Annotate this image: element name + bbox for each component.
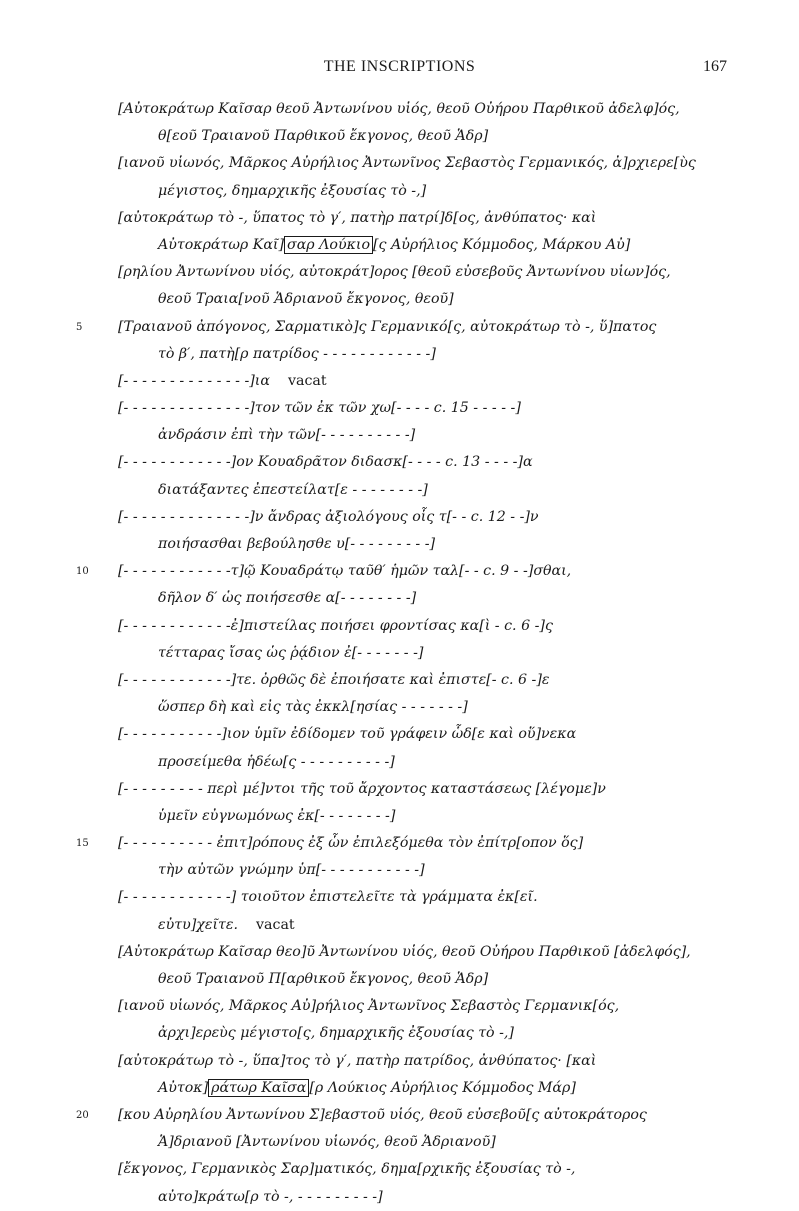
- inscription-line: [0, 449, 799, 476]
- line-text: δῆλον δ′ ὡς ποιήσεσθε α[- - - - - - - -]: [158, 590, 417, 607]
- line-text: [- - - - - - - - - - - -]ον Κουαδρᾶτον διδασκ[- - - - c. 13 - - - -]α: [118, 454, 533, 471]
- line-text: [- - - - - - - - - - - -ἐ]πιστείλας ποιήσει φροντίσας κα[ὶ - c. 6 -]ς: [118, 617, 553, 634]
- line-text: θεοῦ Τραια[νοῦ Ἁδριανοῦ ἔκγονος, θεοῦ]: [158, 291, 454, 308]
- line-text: [ιανοῦ υἱωνός, Μᾶρκος Αὐ]ρήλιος Ἀντωνῖνος Σεβαστὸς Γερμανικ[ός,: [118, 998, 620, 1015]
- line-number: 20: [76, 1109, 89, 1121]
- inscription-line: [0, 803, 799, 830]
- line-text: [- - - - - - - - - - - - - -]ια vacat: [118, 372, 327, 389]
- line-text: μέγιστος, δημαρχικῆς ἐξουσίας τὸ -,]: [158, 182, 427, 199]
- running-header: THE INSCRIPTIONS: [323, 58, 476, 75]
- inscription-line: [0, 912, 799, 939]
- line-text: [- - - - - - - - - - -]ιον ὑμῖν ἐδίδομεν τοῦ γράφειν ὧδ[ε καὶ οὕ]νεκα: [118, 726, 577, 743]
- boxed-text: σαρ Λούκιο: [284, 236, 373, 254]
- inscription-line: [0, 96, 799, 123]
- line-text: [- - - - - - - - - - - -]τε. ὀρθῶς δὲ ἐποιήσατε καὶ ἐπιστε[- c. 6 -]ε: [118, 671, 550, 688]
- inscription-line: [0, 776, 799, 803]
- inscription-line: [0, 966, 799, 993]
- line-text: εὐτυ]χεῖτε. vacat: [158, 916, 295, 933]
- inscription-line: [0, 857, 799, 884]
- inscription-line: [0, 1184, 799, 1211]
- line-text: ἀνδράσιν ἐπὶ τὴν τῶν[- - - - - - - - - -]: [158, 427, 416, 444]
- inscription-line: [0, 504, 799, 531]
- inscription-line: [0, 1156, 799, 1183]
- inscription-line: [0, 667, 799, 694]
- vacat-mark: vacat: [256, 916, 295, 933]
- line-text: [- - - - - - - - - - - -] τοιοῦτον ἐπιστελεῖτε τὰ γράμματα ἐκ[εῖ.: [118, 889, 538, 906]
- inscription-line: [0, 613, 799, 640]
- inscription-line: [0, 1075, 799, 1102]
- line-text: προσείμεθα ἡδέω[ς - - - - - - - - - -]: [158, 753, 395, 770]
- line-text: Ἁ]δριανοῦ [Ἀντωνίνου υἱωνός, θεοῦ Ἁδριανοῦ]: [158, 1134, 496, 1151]
- inscription-line: [0, 477, 799, 504]
- inscription-line: [0, 830, 799, 857]
- line-text: ὥσπερ δὴ καὶ εἰς τὰς ἐκκλ[ησίας - - - - - - -]: [158, 699, 468, 716]
- line-text: διατάξαντες ἐπεστείλατ[ε - - - - - - - -]: [158, 481, 428, 498]
- inscription-line: [0, 205, 799, 232]
- line-text: ἀρχι]ερεὺς μέγιστο[ς, δημαρχικῆς ἐξουσίας τὸ -,]: [158, 1025, 514, 1042]
- line-text: [ρηλίου Ἀντωνίνου υἱός, αὐτοκράτ]ορος [θεοῦ εὐσεβοῦς Ἀντωνίνου υἱων]ός,: [118, 264, 671, 281]
- inscription-line: [0, 884, 799, 911]
- inscription-line: [0, 150, 799, 177]
- inscription-line: [0, 694, 799, 721]
- line-text: [Αὐτοκράτωρ Καῖσαρ θεοῦ Ἀντωνίνου υἱός, θεοῦ Οὐήρου Παρθικοῦ ἀδελφ]ός,: [118, 101, 680, 117]
- inscription-line: [0, 939, 799, 966]
- line-text: τὴν αὐτῶν γνώμην ὑπ[- - - - - - - - - - -]: [158, 862, 425, 879]
- line-text: ὑμεῖν εὐγνωμόνως ἐκ[- - - - - - - -]: [158, 807, 396, 824]
- line-text: ποιήσασθαι βεβούλησθε υ[- - - - - - - - -]: [158, 536, 436, 552]
- inscription-line: [0, 640, 799, 667]
- page-number: 167: [703, 58, 727, 75]
- line-text: [Αὐτοκράτωρ Καῖσαρ θεο]ῦ Ἀντωνίνου υἱός, θεοῦ Οὐήρου Παρθικοῦ [ἀδελφός],: [118, 943, 691, 960]
- line-number: 15: [76, 838, 89, 850]
- vacat-mark: vacat: [288, 372, 327, 389]
- inscription-line: [0, 531, 799, 558]
- line-text: [ιανοῦ υἱωνός, Μᾶρκος Αὐρήλιος Ἀντωνῖνος Σεβαστὸς Γερμανικός, ἀ]ρχιερε[ὺς: [118, 155, 696, 172]
- inscription-line: [0, 1020, 799, 1047]
- line-text: θ[εοῦ Τραιανοῦ Παρθικοῦ ἔκγονος, θεοῦ Ἁδρ]: [158, 128, 489, 145]
- line-text: τέτταρας ἴσας ὡς ῥᾴδιον ἐ[- - - - - - -]: [158, 644, 424, 661]
- line-text: [- - - - - - - - - - - - - -]ν ἄνδρας ἀξιολόγους οἷς τ[- - c. 12 - -]ν: [118, 508, 539, 525]
- line-text: Αὐτοκ] ράτωρ Καῖσα [ρ Λούκιος Αὐρήλιος Κόμμοδος Μάρ]: [158, 1079, 576, 1096]
- inscription-line: [0, 178, 799, 205]
- line-text: [- - - - - - - - - περὶ μέ]ντοι τῆς τοῦ ἄρχοντος καταστάσεως [λέγομε]ν: [118, 780, 606, 797]
- line-number: 5: [76, 321, 83, 333]
- line-text: [- - - - - - - - - - - - - -]τον τῶν ἐκ τῶν χω[- - - - c. 15 - - - - -]: [118, 400, 521, 417]
- inscription-line: [0, 1102, 799, 1129]
- line-text: αὐτο]κράτω[ρ τὸ -, - - - - - - - - -]: [158, 1188, 383, 1205]
- line-text: τὸ β′, πατὴ[ρ πατρίδος - - - - - - - - - - - -]: [158, 345, 436, 362]
- inscription-line: [0, 721, 799, 748]
- inscription-line: [0, 993, 799, 1020]
- inscription-line: [0, 585, 799, 612]
- inscription-line: [0, 232, 799, 259]
- line-number: 10: [76, 566, 89, 578]
- inscription-line: [0, 395, 799, 422]
- inscription-line: [0, 1048, 799, 1075]
- inscription-line: [0, 341, 799, 368]
- inscription-line: [0, 286, 799, 313]
- inscription-line: [0, 1129, 799, 1156]
- inscription-text: [0, 96, 799, 1211]
- boxed-text: ράτωρ Καῖσα: [208, 1079, 309, 1097]
- inscription-line: [0, 558, 799, 585]
- line-text: θεοῦ Τραιανοῦ Π[αρθικοῦ ἔκγονος, θεοῦ Ἁδρ]: [158, 971, 489, 987]
- inscription-line: [0, 123, 799, 150]
- line-text: [- - - - - - - - - - - -τ]ῷ Κουαδράτῳ ταῦθ′ ἡμῶν ταλ[- - c. 9 - -]σθαι,: [118, 563, 572, 580]
- inscription-line: [0, 314, 799, 341]
- inscription-line: [0, 368, 799, 395]
- line-text: [ἔκγονος, Γερμανικὸς Σαρ]ματικός, δημα[ρχικῆς ἐξουσίας τὸ -,: [118, 1161, 576, 1178]
- line-text: [αὐτοκράτωρ τὸ -, ὕπατος τὸ γ′, πατὴρ πατρί]δ[ος, ἀνθύπατος· καὶ: [118, 209, 597, 226]
- inscription-line: [0, 259, 799, 286]
- line-text: [κου Αὐρηλίου Ἀντωνίνου Σ]εβαστοῦ υἱός, θεοῦ εὐσεβοῦ[ς αὐτοκράτορος: [118, 1106, 647, 1123]
- inscription-line: [0, 749, 799, 776]
- inscription-line: [0, 422, 799, 449]
- line-text: [Τραιανοῦ ἀπόγονος, Σαρματικὸ]ς Γερμανικό[ς, αὐτοκράτωρ τὸ -, ὕ]πατος: [118, 318, 657, 335]
- line-text: [αὐτοκράτωρ τὸ -, ὕπα]τος τὸ γ′, πατὴρ πατρίδος, ἀνθύπατος· [καὶ: [118, 1052, 597, 1069]
- line-text: [- - - - - - - - - - ἐπιτ]ρόπους ἐξ ὧν ἐπιλεξόμεθα τὸν ἐπίτρ[οπον ὅς]: [118, 835, 584, 852]
- line-text: Αὐτοκράτωρ Καῖ] σαρ Λούκιο [ς Αὐρήλιος Κόμμοδος, Μάρκου Αὐ]: [158, 236, 631, 253]
